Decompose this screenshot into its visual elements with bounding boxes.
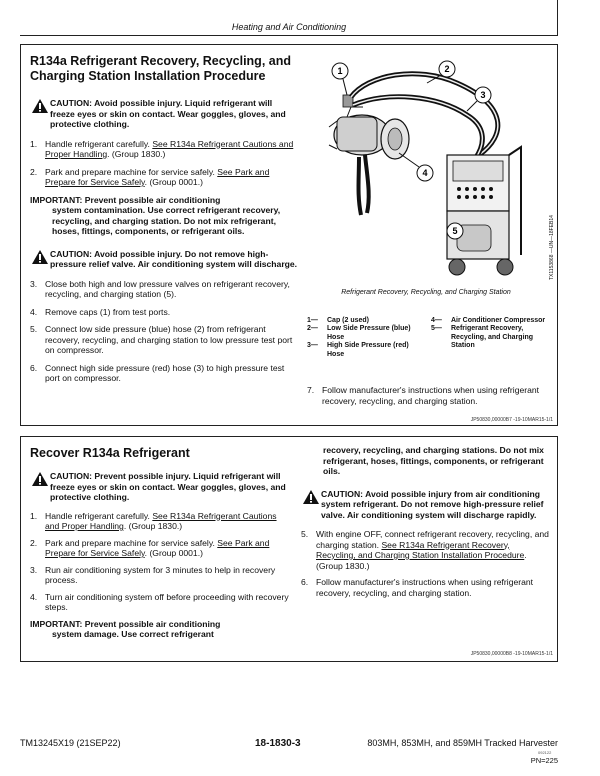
callout-5: 5 xyxy=(452,226,458,236)
figure-caption: Refrigerant Recovery, Recycling, and Charging Station xyxy=(341,289,511,296)
step-item: 7. Follow manufacturer's instructions when using refrigerant recovery, recycling, and charging station. xyxy=(307,385,540,406)
important-notice: IMPORTANT: Prevent possible air conditioning system damage. Use correct refrigerant xyxy=(30,618,221,639)
caution-text: CAUTION: Prevent possible injury. Liquid refrigerant will freeze eyes or skin on contact. Wear goggles, gloves, and protective clothing. xyxy=(50,471,286,502)
legend-item: 2— Low Side Pressure (blue) Hose xyxy=(307,325,411,341)
step-item: 1. Handle refrigerant carefully. See R134a Refrigerant Cautions and Proper Handling. (Group 1830.) xyxy=(30,138,294,159)
footer-machine-title: 803MH, 853MH, and 859MH Tracked Harvester xyxy=(367,738,558,748)
step-item: 2. Park and prepare machine for service safely. See Park and Prepare for Service Safely. (Group 0001.) xyxy=(30,537,270,558)
left-column xyxy=(30,446,292,640)
right-column xyxy=(301,445,549,598)
step-item: 4. Turn air conditioning system off before proceeding with recovery steps. xyxy=(30,591,289,612)
callout-3: 3 xyxy=(480,90,486,100)
warning-triangle-icon xyxy=(32,250,48,264)
section-recover-refrigerant xyxy=(20,436,558,662)
left-column xyxy=(30,54,298,384)
section-title: Recover R134a Refrigerant xyxy=(30,446,190,460)
warning-triangle-icon xyxy=(32,99,48,113)
legend-column-right xyxy=(431,317,551,351)
caution-block xyxy=(30,98,298,130)
caution-block xyxy=(301,489,549,521)
legend-column-left xyxy=(307,317,419,359)
legend-item: 5— Refrigerant Recovery, Recycling, and Charging Station xyxy=(431,325,534,350)
reference-code: JP50830,00000B7 -19-10MAR15-1/1 xyxy=(470,417,553,423)
caution-block xyxy=(30,249,298,270)
cross-reference-link[interactable]: See Park and Prepare for Service Safely xyxy=(45,166,270,187)
figure-side-reference: TX1153868 —UN—18FEB14 xyxy=(549,215,555,280)
warning-triangle-icon xyxy=(32,472,48,486)
footer-page-number: 18-1830-3 xyxy=(255,738,301,749)
caution-text: CAUTION: Avoid possible injury from air conditioning system refrigerant. Do not remove high-pressure relief valve. Air conditioning system will discharge rapidly. xyxy=(321,488,544,520)
station-cart-shape xyxy=(447,147,521,275)
callout-1: 1 xyxy=(337,66,343,76)
step-item: 5. Connect low side pressure (blue) hose (2) from refrigerant recovery, recycling, and charging station to low pressure test port on compressor. xyxy=(30,324,293,355)
footer-small-code: 092122 xyxy=(538,750,552,755)
step-item: 6. Follow manufacturer's instructions when using refrigerant recovery, recycling, and charging station. xyxy=(301,577,534,598)
reference-code: JP50830,00000B8 -19-10MAR15-1/1 xyxy=(470,651,553,657)
caution-text: CAUTION: Avoid possible injury. Liquid refrigerant will freeze eyes or skin on contact. Wear goggles, gloves, and protective clothing. xyxy=(50,98,286,129)
section-installation-procedure xyxy=(20,44,558,426)
step-item: 1. Handle refrigerant carefully. See R134a Refrigerant Cautions and Proper Handling. (Group 1830.) xyxy=(30,510,277,531)
refrigerant-station-illustration xyxy=(307,55,545,283)
step-item: 2. Park and prepare machine for service safely. See Park and Prepare for Service Safely. (Group 0001.) xyxy=(30,166,270,187)
step-item: 3. Close both high and low pressure valves on refrigerant recovery, recycling, and charging station (5). xyxy=(30,278,290,299)
footer-pn: PN=225 xyxy=(530,756,558,765)
cross-reference-link[interactable]: See R134a Refrigerant Cautions and Proper Handling xyxy=(45,510,277,531)
caution-block xyxy=(30,471,292,503)
callout-4: 4 xyxy=(422,168,428,178)
important-notice-continued: recovery, recycling, and charging stations. Do not mix refrigerant, hoses, fittings, components, or refrigerant oils. xyxy=(323,445,544,476)
cross-reference-link[interactable]: See Park and Prepare for Service Safely xyxy=(45,537,270,558)
step-item: 4. Remove caps (1) from test ports. xyxy=(30,306,171,317)
step-item: 3. Run air conditioning system for 3 minutes to help in recovery process. xyxy=(30,564,276,585)
compressor-shape xyxy=(329,95,409,159)
caution-text: CAUTION: Avoid possible injury. Do not remove high-pressure relief valve. Air conditioning system will discharge. xyxy=(50,248,298,269)
step-item: 6. Connect high side pressure (red) hose (3) to high pressure test port on compressor. xyxy=(30,362,285,383)
callout-2: 2 xyxy=(444,64,450,74)
legend-item: 1— Cap (2 used) xyxy=(307,317,370,324)
legend-item: 4— Air Conditioner Compressor xyxy=(431,317,546,324)
footer-manual-id: TM13245X19 (21SEP22) xyxy=(20,738,121,748)
legend-item: 3— High Side Pressure (red) Hose xyxy=(307,342,409,358)
cross-reference-link[interactable]: See R134a Refrigerant Recovery, Recycling, and Charging Station Installation Procedure xyxy=(316,539,525,560)
page-header-title: Heating and Air Conditioning xyxy=(231,22,347,32)
important-notice: IMPORTANT: Prevent possible air conditioning system contamination. Use correct refrigerant recovery, recycling, and charging station. Do not mix refrigerant, hoses, fittings, components, or refrigerant oils. xyxy=(30,194,281,236)
warning-triangle-icon xyxy=(303,490,319,504)
step-item: 5. With engine OFF, connect refrigerant recovery, recycling, and charging station. See R134a Refrigerant Recovery, Recycling, and Charging Station Installation Procedure. (Group 1830.) xyxy=(301,529,549,571)
cross-reference-link[interactable]: See R134a Refrigerant Cautions and Proper Handling xyxy=(45,138,294,159)
section-title: R134a Refrigerant Recovery, Recycling, and Charging Station Installation Procedure xyxy=(30,54,291,83)
